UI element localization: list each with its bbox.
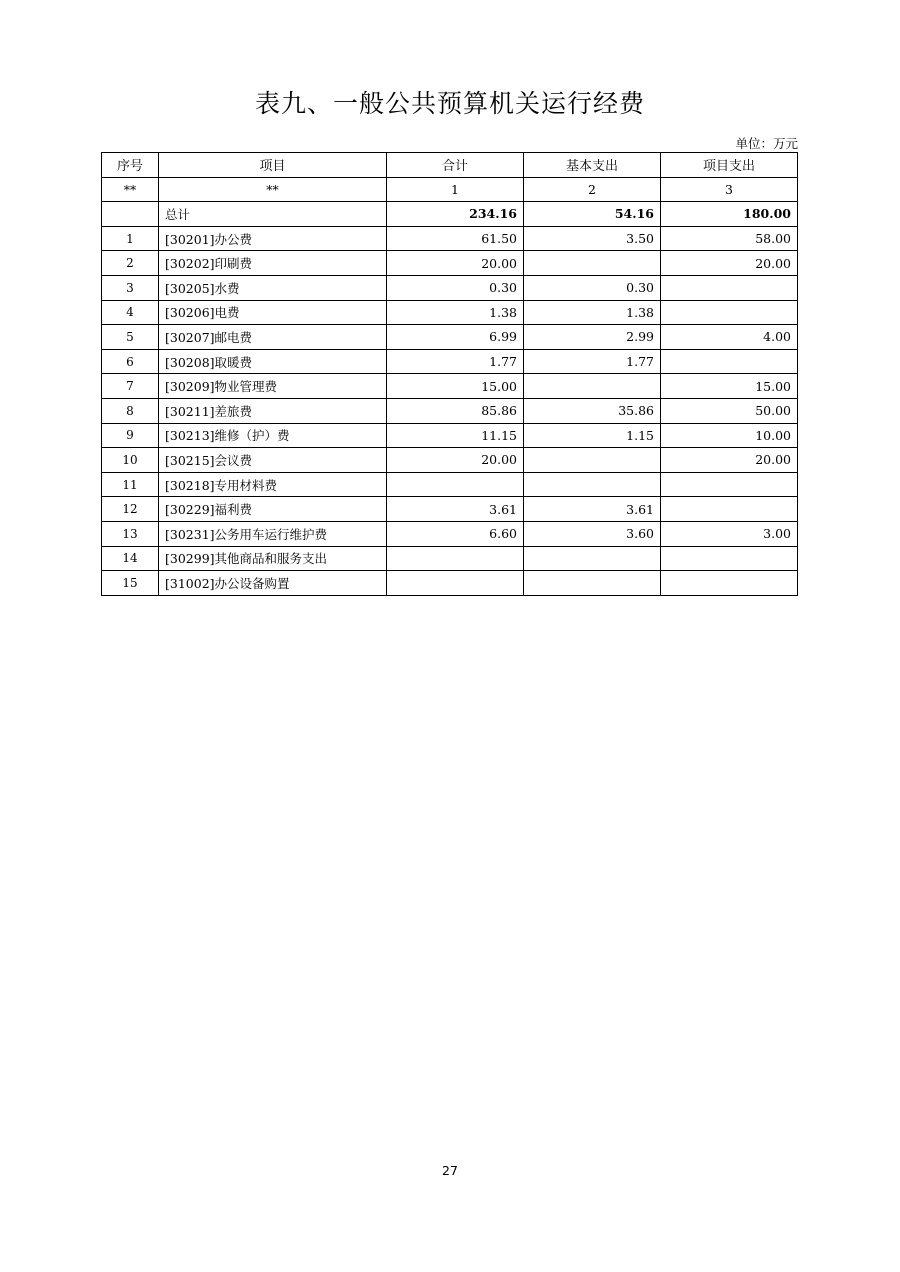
page-title: 表九、一般公共预算机关运行经费 (254, 89, 645, 118)
cell-project: 20.00 (661, 251, 798, 276)
cell-basic (524, 448, 661, 473)
cell-project (661, 571, 798, 596)
cell-item: [30208]取暖费 (159, 349, 387, 374)
cell-basic: 3.61 (524, 497, 661, 522)
table-row (102, 202, 798, 227)
cell-item: [30206]电费 (159, 300, 387, 325)
cell-project: 4.00 (661, 325, 798, 350)
column-number-item: ** (159, 177, 387, 202)
table-row (102, 448, 798, 473)
table-column-number-row (102, 177, 798, 202)
table-row (102, 325, 798, 350)
cell-item: [30205]水费 (159, 275, 387, 300)
cell-total: 0.30 (387, 275, 524, 300)
cell-seq: 13 (102, 521, 159, 546)
cell-project: 3.00 (661, 521, 798, 546)
cell-seq: 3 (102, 275, 159, 300)
cell-item: [30299]其他商品和服务支出 (159, 546, 387, 571)
table-row (102, 251, 798, 276)
cell-seq: 15 (102, 571, 159, 596)
column-header-basic-expenditure: 基本支出 (524, 153, 661, 178)
page-number: 27 (442, 1163, 458, 1178)
column-header-project-expenditure: 项目支出 (661, 153, 798, 178)
cell-basic (524, 546, 661, 571)
cell-project (661, 349, 798, 374)
cell-total: 6.99 (387, 325, 524, 350)
cell-total: 15.00 (387, 374, 524, 399)
column-number-project: 3 (661, 177, 798, 202)
table-row (102, 349, 798, 374)
cell-item: [30231]公务用车运行维护费 (159, 521, 387, 546)
cell-basic: 2.99 (524, 325, 661, 350)
cell-item: [30202]印刷费 (159, 251, 387, 276)
cell-project: 15.00 (661, 374, 798, 399)
cell-total: 11.15 (387, 423, 524, 448)
cell-seq: 7 (102, 374, 159, 399)
cell-total: 61.50 (387, 226, 524, 251)
cell-project: 58.00 (661, 226, 798, 251)
column-number-seq: ** (102, 177, 159, 202)
cell-item: [30201]办公费 (159, 226, 387, 251)
cell-total: 20.00 (387, 251, 524, 276)
table-row (102, 398, 798, 423)
cell-total (387, 571, 524, 596)
cell-project (661, 472, 798, 497)
cell-basic: 1.15 (524, 423, 661, 448)
table-row (102, 571, 798, 596)
budget-table (101, 152, 798, 596)
column-number-total: 1 (387, 177, 524, 202)
cell-total: 85.86 (387, 398, 524, 423)
table-row (102, 275, 798, 300)
unit-note: 单位：万元 (735, 136, 798, 151)
cell-seq: 1 (102, 226, 159, 251)
cell-project: 50.00 (661, 398, 798, 423)
cell-seq: 5 (102, 325, 159, 350)
table-row (102, 226, 798, 251)
cell-item: [30215]会议费 (159, 448, 387, 473)
table-body (102, 202, 798, 596)
cell-seq: 8 (102, 398, 159, 423)
cell-total: 1.77 (387, 349, 524, 374)
cell-seq: 10 (102, 448, 159, 473)
cell-item: [30209]物业管理费 (159, 374, 387, 399)
cell-seq: 4 (102, 300, 159, 325)
cell-basic: 54.16 (524, 202, 661, 227)
cell-project (661, 546, 798, 571)
cell-total: 1.38 (387, 300, 524, 325)
column-header-item: 项目 (159, 153, 387, 178)
cell-project: 10.00 (661, 423, 798, 448)
column-header-seq: 序号 (102, 153, 159, 178)
cell-item: [30213]维修（护）费 (159, 423, 387, 448)
cell-basic: 35.86 (524, 398, 661, 423)
cell-project: 20.00 (661, 448, 798, 473)
cell-total (387, 546, 524, 571)
table-row (102, 472, 798, 497)
cell-basic: 3.60 (524, 521, 661, 546)
cell-project (661, 275, 798, 300)
table-row (102, 423, 798, 448)
cell-basic (524, 374, 661, 399)
column-header-total: 合计 (387, 153, 524, 178)
cell-seq: 11 (102, 472, 159, 497)
table-header-row (102, 153, 798, 178)
cell-basic: 3.50 (524, 226, 661, 251)
cell-seq (102, 202, 159, 227)
cell-total: 3.61 (387, 497, 524, 522)
cell-basic: 1.77 (524, 349, 661, 374)
cell-seq: 6 (102, 349, 159, 374)
table-row (102, 300, 798, 325)
table-row (102, 521, 798, 546)
cell-seq: 12 (102, 497, 159, 522)
cell-item: [30207]邮电费 (159, 325, 387, 350)
cell-item: [30229]福利费 (159, 497, 387, 522)
cell-seq: 14 (102, 546, 159, 571)
table-row (102, 374, 798, 399)
cell-total: 20.00 (387, 448, 524, 473)
cell-item: [30211]差旅费 (159, 398, 387, 423)
cell-total: 6.60 (387, 521, 524, 546)
cell-total (387, 472, 524, 497)
cell-basic (524, 472, 661, 497)
cell-project: 180.00 (661, 202, 798, 227)
table-row (102, 497, 798, 522)
cell-item: [30218]专用材料费 (159, 472, 387, 497)
cell-basic: 0.30 (524, 275, 661, 300)
column-number-basic: 2 (524, 177, 661, 202)
cell-total: 234.16 (387, 202, 524, 227)
cell-seq: 2 (102, 251, 159, 276)
cell-project (661, 300, 798, 325)
cell-project (661, 497, 798, 522)
cell-basic: 1.38 (524, 300, 661, 325)
cell-item: 总计 (159, 202, 387, 227)
cell-item: [31002]办公设备购置 (159, 571, 387, 596)
cell-seq: 9 (102, 423, 159, 448)
table-row (102, 546, 798, 571)
cell-basic (524, 251, 661, 276)
cell-basic (524, 571, 661, 596)
